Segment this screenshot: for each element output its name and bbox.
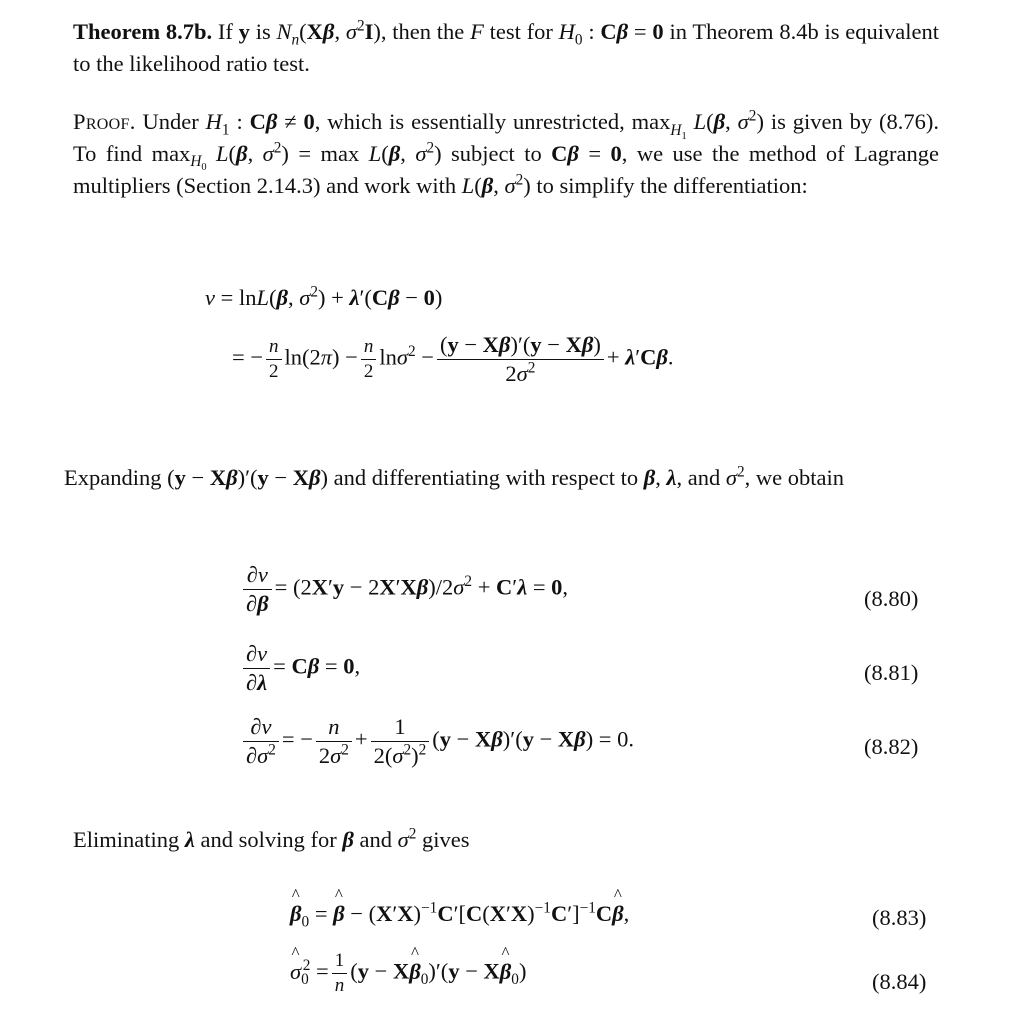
equation-number-8-84: (8.84) <box>872 969 927 994</box>
theorem-paragraph: Theorem 8.7b. If y is $N_n(X\beta$, $\sigma^2I$), then the F test for $H_0$ : Cβ = 0 in Theorem 8.4b is equivalent to the likelihood ratio test. <box>73 17 939 76</box>
equation-8-80: $\frac{\partial v}{\partial\beta}$ = $(2X'y - 2X'X\beta)/2\sigma^2 + C'\lambda = 0$, <box>240 562 568 617</box>
equation-v-line1: v = lnL(β, $\sigma^2) + \lambda'(C\beta - 0)$ <box>205 283 443 310</box>
expanding-paragraph: Expanding (y − Xβ)′(y − Xβ) and differentiating with respect to β, λ, and $\sigma^2$, we obtain <box>64 463 845 490</box>
equation-number-8-81: (8.81) <box>864 660 919 685</box>
proof-label: Proof. <box>73 109 136 134</box>
proof-paragraph: Proof. Under $H_1$ : Cβ ≠ 0, which is essentially unrestricted, $\max_{H_1} L(\beta$, $\sigma^2$) is given by (8.76). To find $\max_{H_0} L(\beta$, $\sigma^2) = \max L(\beta$, $\sigma^2$) subject to Cβ = 0, we use the method of Lagrange multipliers (Section 2.14.3) and work with L(β, $\sigma^2$) to simplify the differentiation: <box>73 107 940 198</box>
equation-v-line2: = − $\frac{n}{2}$ ln(2π) − $\frac{n}{2}$ lnσ$^2$ − $\frac{(y - X\beta)'(y - X\beta)}{2\sigma^2}$ + λ′Cβ. <box>232 332 674 386</box>
equation-number-8-82: (8.82) <box>864 734 919 759</box>
equation-8-83: ^ $\beta_0$ = ^ $\beta - (X'X)^{-1}C'[C(X'X)^{-1}C']^{-1}C\^{}$ β, <box>290 898 629 930</box>
theorem-label: Theorem 8.7b. <box>73 19 213 44</box>
equation-8-82: $\frac{\partial v}{\partial\sigma^2}$ = − $\frac{n}{2\sigma^2}$ + $\frac{1}{2(\sigma^2)^2}$ (y − Xβ)′(y − Xβ) = 0. <box>240 714 634 769</box>
equation-8-84: ^ $\sigma_0^2$ = $\frac{1}{n}$ (y − X^ $\beta_0)'(y$ − X^ $\beta_0$) <box>290 950 526 997</box>
equation-8-81: $\frac{\partial v}{\partial\lambda}$ = Cβ = 0, <box>240 641 360 696</box>
equation-number-8-80: (8.80) <box>864 586 919 611</box>
equation-number-8-83: (8.83) <box>872 905 927 930</box>
eliminating-paragraph: Eliminating λ and solving for β and $\sigma^2$ gives <box>73 825 470 852</box>
